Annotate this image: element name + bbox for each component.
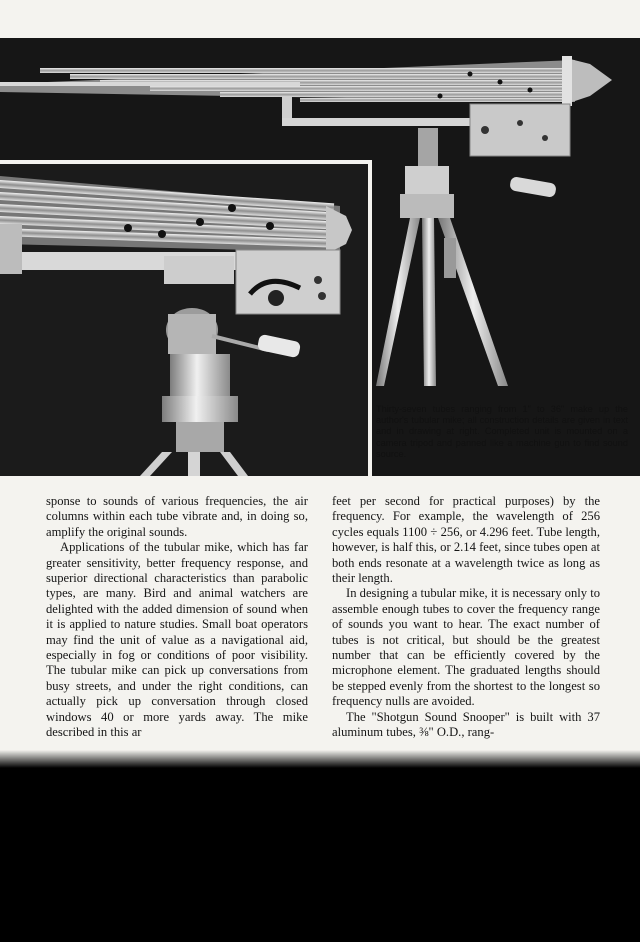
- mike-closeup-illustration: [0, 164, 368, 476]
- paragraph: Applications of the tubular mike, which has far greater sensitivity, better frequency response, and superior directional characteristics than parabolic types, are many. Bird and animal watchers are delighted with the added dimension of sound when it is applied to nature studies. Small boat operators may find the unit of value as a navigational aid, especially in fog or conditions of poor visibility. The tubular mike can pick up conversations from busy streets, and under the right conditions, can actually pick up conversation through closed windows 40 or more yards away. The mike described in this ar: [46, 540, 308, 740]
- photo-caption: Thirty-seven tubes ranging from 1" to 36" make up the author's tubular mike; all construction details are given in text and in drawing at right. Completed unit is mounted on a camera tripod and panned like a machine gun to find sound source.: [376, 404, 628, 459]
- paragraph: feet per second for practical purposes) by the frequency. For example, the wavelength of 256 cycles equals 1100 ÷ 256, or 4.296 feet. Tube length, however, is half this, or 2.14 feet, since tubes open at both ends resonate at a wavelength twice as long as their length.: [332, 494, 600, 586]
- paragraph: In designing a tubular mike, it is necessary only to assemble enough tubes to cover the frequency range of sounds you want to hear. The exact number of tubes is not critical, but should be the greatest number that can be efficiently covered by the microphone element. The graduated lengths should be stepped evenly from the shortest to the longest so frequency nulls are avoided.: [332, 586, 600, 709]
- inset-photo: [0, 160, 372, 476]
- page-bottom-fade: [0, 750, 640, 768]
- paragraph: sponse to sounds of various frequencies, the air columns within each tube vibrate and, in doing so, amplify the original sounds.: [46, 494, 308, 539]
- paragraph: The "Shotgun Sound Snooper" is built with 37 aluminum tubes, ⅜" O.D., rang-: [332, 709, 600, 740]
- article-column-left: [46, 494, 308, 741]
- article-column-right: [332, 494, 600, 741]
